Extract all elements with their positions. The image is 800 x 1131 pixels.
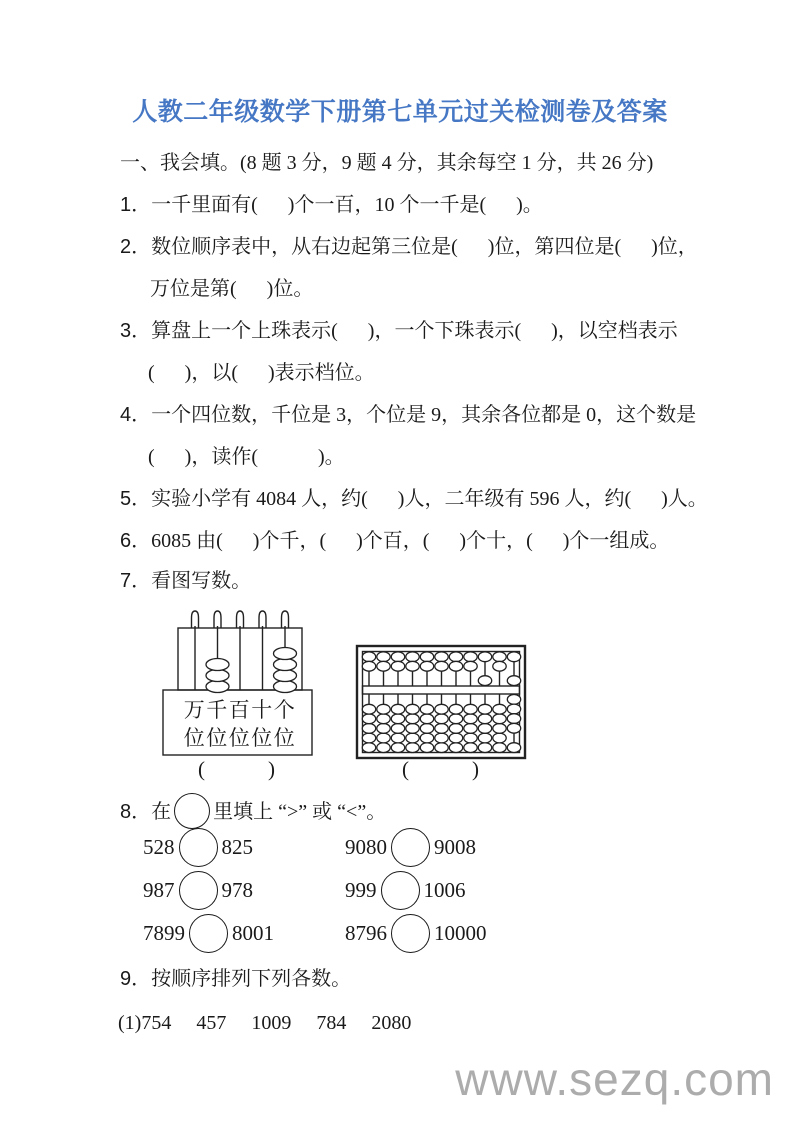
question-9-number: 9． [120, 968, 152, 990]
question-2-line2: 万位是第( )位。 [150, 278, 314, 300]
counter-figure [152, 598, 317, 760]
compare-pair [345, 871, 487, 910]
compare-pair [345, 914, 487, 953]
question-9-text: 按顺序排列下列各数。 [151, 968, 352, 990]
left-number: 9080 [345, 835, 387, 859]
question-3-line2: ( )，以( )表示档位。 [148, 362, 375, 384]
right-number: 8001 [232, 921, 274, 945]
compare-circle [179, 828, 218, 867]
question-3-number: 3． [120, 320, 152, 342]
question-2-number: 2． [120, 236, 152, 258]
left-number: 528 [143, 835, 175, 859]
left-number: 8796 [345, 921, 387, 945]
question-9 [120, 964, 351, 994]
question-7 [120, 566, 251, 596]
left-number: 7899 [143, 921, 185, 945]
question-8-number: 8． [120, 801, 152, 823]
question-2-line1 [120, 232, 698, 262]
compare-circle [391, 828, 430, 867]
question-1-text: 一千里面有( )个一百，10 个一千是( )。 [151, 194, 543, 216]
question-4-line1 [120, 400, 696, 430]
compare-pair [143, 828, 345, 867]
question-8-text-before: 在 [151, 801, 172, 823]
question-4-number: 4． [120, 404, 152, 426]
compare-pair [143, 871, 345, 910]
watermark: www.sezq.com [455, 1053, 774, 1105]
question-8-text-after: 里填上 “>” 或 “<”。 [213, 801, 387, 823]
question-6 [120, 526, 669, 556]
compare-pair [345, 828, 487, 867]
left-number: 987 [143, 878, 175, 902]
right-number: 825 [221, 835, 253, 859]
left-number: 999 [345, 878, 377, 902]
counter-answer-blank: ( ) [198, 757, 275, 781]
question-1-number: 1． [120, 194, 152, 216]
compare-circle [381, 871, 420, 910]
question-7-text: 看图写数。 [151, 570, 252, 592]
fill-circle [174, 793, 210, 829]
abacus-answer-blank: ( ) [402, 757, 479, 781]
question-7-number: 7． [120, 570, 152, 592]
question-6-number: 6． [120, 530, 152, 552]
abacus-figure [355, 644, 527, 760]
question-5-text: 实验小学有 4084 人，约( )人，二年级有 596 人，约( )人。 [151, 488, 708, 510]
right-number: 1006 [423, 878, 466, 902]
question-1 [120, 190, 543, 220]
comparison-grid [143, 826, 487, 955]
counter-labels-row1: 万千百十个 [183, 698, 297, 722]
question-3-line1 [120, 316, 678, 346]
question-5 [120, 484, 708, 514]
section-heading: 一、我会填。(8 题 3 分，9 题 4 分，其余每空 1 分，共 26 分) [120, 152, 654, 174]
compare-pair [143, 914, 345, 953]
question-9-sublist: (1)754 457 1009 784 2080 [118, 1012, 412, 1034]
question-3-text: 算盘上一个上珠表示( )，一个下珠表示( )，以空档表示 [151, 320, 678, 342]
compare-circle [189, 914, 228, 953]
page-title: 人教二年级数学下册第七单元过关检测卷及答案 [132, 98, 668, 126]
compare-circle [179, 871, 218, 910]
question-8 [120, 793, 386, 829]
question-4-text: 一个四位数，千位是 3，个位是 9，其余各位都是 0，这个数是 [151, 404, 697, 426]
question-5-number: 5． [120, 488, 152, 510]
right-number: 978 [221, 878, 253, 902]
right-number: 10000 [434, 921, 487, 945]
counter-labels-row2: 位位位位位 [183, 726, 297, 750]
question-4-line2: ( )，读作( )。 [148, 446, 345, 468]
right-number: 9008 [434, 835, 476, 859]
question-6-text: 6085 由( )个千，( )个百，( )个十，( )个一组成。 [151, 530, 670, 552]
question-2-text: 数位顺序表中，从右边起第三位是( )位，第四位是( )位， [151, 236, 698, 258]
abacus-beam [363, 686, 520, 694]
compare-circle [391, 914, 430, 953]
